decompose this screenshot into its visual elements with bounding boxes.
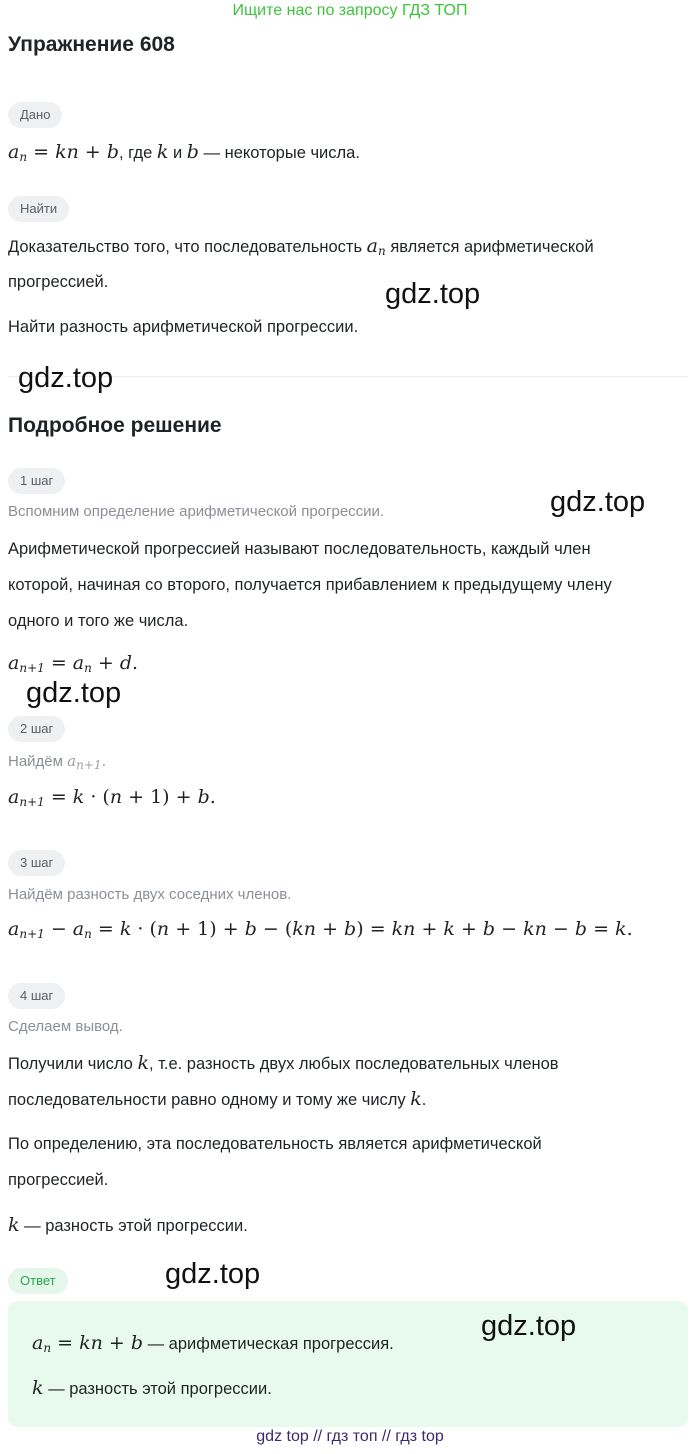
step-2-note: Найдём $a_{n+1}$. [8,752,107,772]
answer-line-2: k — разность этой прогрессии. [32,1377,272,1399]
given-text: $a_n$ = kn + b, где k и b — некоторые числа. [8,141,360,164]
step-3-formula: $a_{n+1} - a_n = k \cdot (n + 1) + b - (kn + b)$ = kn + k + b − kn − b = k. [8,918,633,941]
step-3-note: Найдём разность двух соседних членов. [8,886,292,903]
given-label: Дано [8,102,62,128]
step-1-note: Вспомним определение арифметической прогрессии. [8,503,385,520]
answer-line-1: $a_n$ = kn + b — арифметическая прогрессия. [32,1332,394,1355]
watermark-5: gdz.top [165,1258,261,1290]
step-2-label: 2 шаг [8,716,65,742]
step-1-formula: $a_{n+1} = a_n + d$. [8,652,139,675]
step-1-line-2: которой, начиная со второго, получается прибавлением к предыдущему члену [8,576,612,594]
answer-label: Ответ [8,1268,68,1294]
step-1-line-3: одного и того же числа. [8,612,189,630]
watermark-3: gdz.top [550,486,646,518]
step-4-line-5: k — разность этой прогрессии. [8,1214,248,1236]
watermark-6: gdz.top [481,1310,577,1342]
step-2-formula: $a_{n+1} = k \cdot (n + 1) + b$. [8,786,216,809]
step-1-label: 1 шаг [8,468,65,494]
step-3-label: 3 шаг [8,850,65,876]
watermark-1: gdz.top [385,278,481,310]
step-4-note: Сделаем вывод. [8,1018,123,1035]
step-1-line-1: Арифметической прогрессией называют последовательность, каждый член [8,540,591,558]
formula-an: $a_n$ = kn + b [8,141,119,164]
footer-links[interactable]: gdz top // гдз топ // гдз top [256,1428,444,1445]
solution-title: Подробное решение [8,414,222,437]
page-title: Упражнение 608 [8,33,175,56]
find-line-3: Найти разность арифметической прогрессии. [8,318,359,336]
watermark-2: gdz.top [18,362,114,394]
find-line-2: прогрессией. [8,273,109,291]
step-4-line-1: Получили число k, т.е. разность двух любых последовательных членов [8,1052,559,1074]
step-4-line-3: По определению, эта последовательность является арифметической [8,1135,542,1153]
step-4-line-4: прогрессией. [8,1171,109,1189]
watermark-4: gdz.top [26,677,122,709]
search-banner: Ищите нас по запросу ГДЗ ТОП [232,2,468,19]
find-line-1: Доказательство того, что последовательность $a_n$ является арифметической [8,235,594,258]
step-4-line-2: последовательности равно одному и тому же числу k. [8,1088,427,1110]
find-label: Найти [8,196,69,222]
step-4-label: 4 шаг [8,983,65,1009]
answer-box [8,1301,688,1427]
